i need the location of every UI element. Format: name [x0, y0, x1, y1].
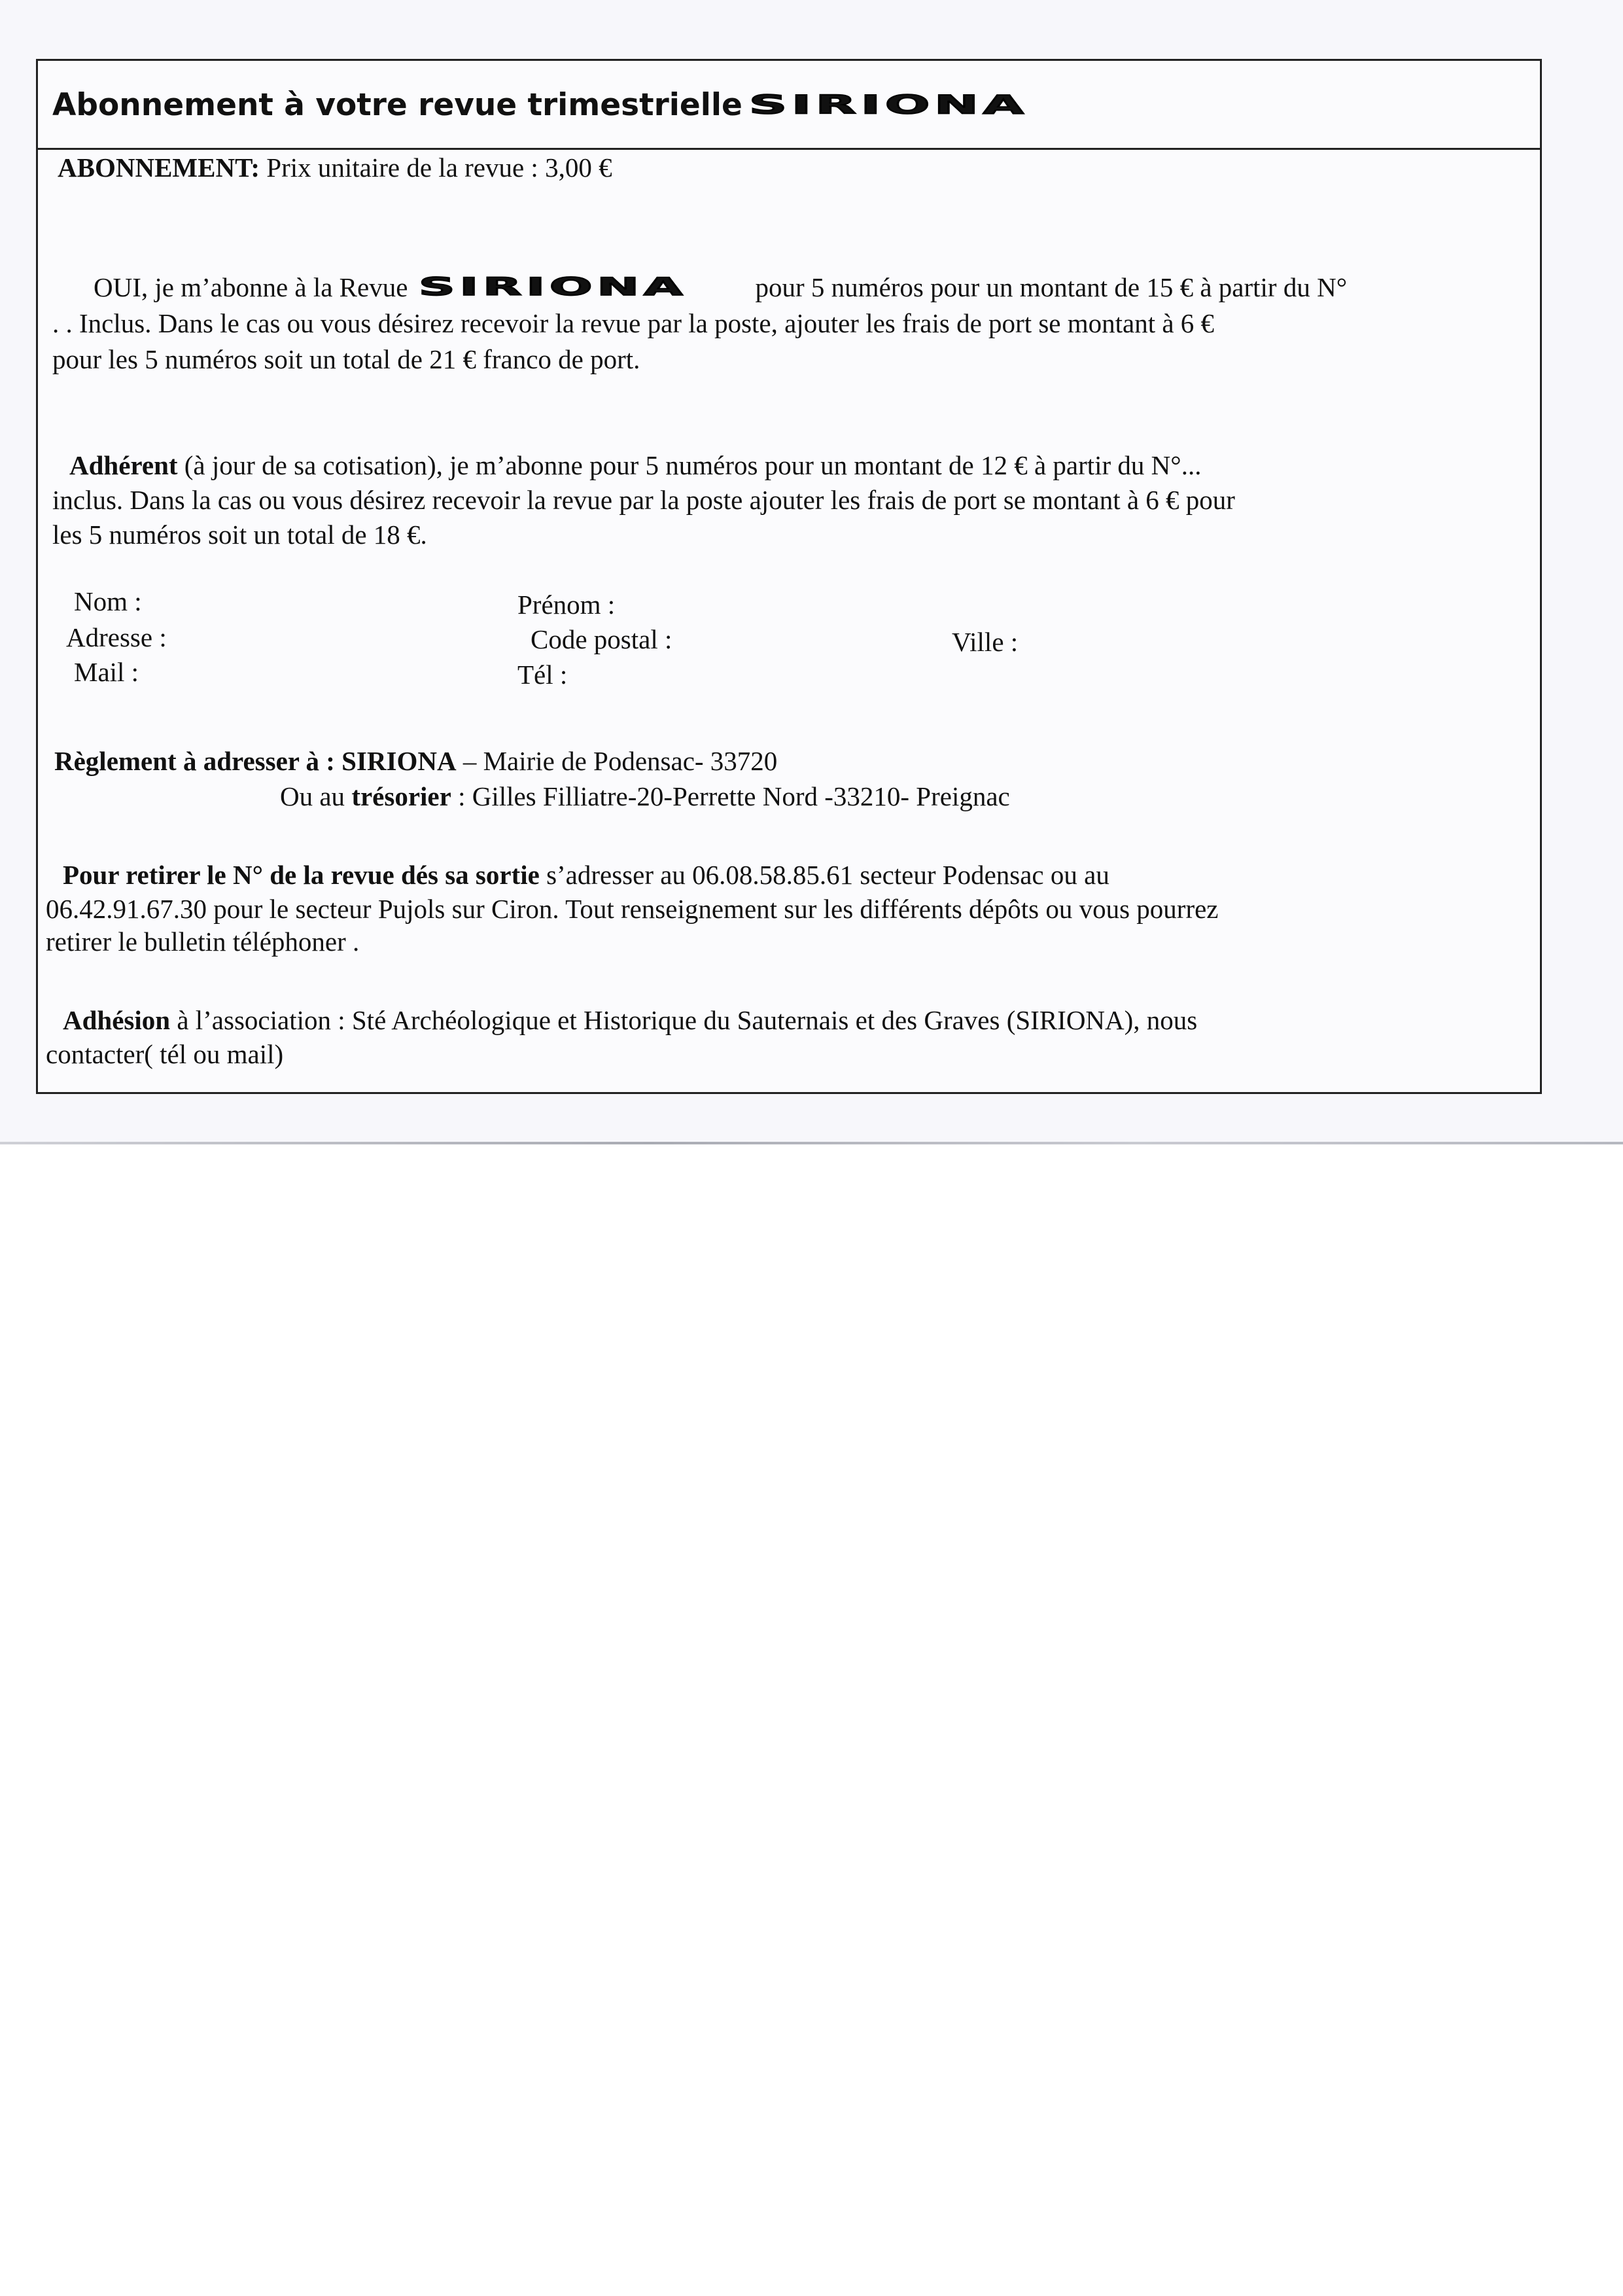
field-code-postal: Code postal :: [531, 624, 672, 654]
field-prenom: Prénom :: [517, 590, 616, 620]
tresorier-address: : Gilles Filliatre-20-Perrette Nord -33210- Preignac: [451, 781, 1010, 811]
subscription-form: [36, 59, 1542, 1094]
adherent-line-1: [69, 448, 1201, 482]
adherent-label: Adhérent: [69, 450, 178, 480]
retirer-line-1: [63, 858, 1109, 892]
oui-text-post: pour 5 numéros pour un montant de 15 € à partir du N°: [755, 272, 1348, 302]
oui-text-pre: OUI, je m’abonne à la Revue: [94, 272, 408, 302]
oui-line-2: . . Inclus. Dans le cas ou vous désirez recevoir la revue par la poste, ajouter les frais de port se montant à 6 €: [52, 308, 1215, 338]
reglement-address: – Mairie de Podensac- 33720: [456, 746, 778, 776]
reglement-line: [54, 744, 777, 778]
field-adresse: Adresse :: [66, 622, 167, 652]
field-nom: Nom :: [74, 586, 142, 616]
field-tel: Tél :: [517, 660, 568, 690]
adhesion-line-2: contacter( tél ou mail): [46, 1039, 284, 1069]
abonnement-line: [58, 150, 612, 185]
siriona-logo-inline: SIRIONA: [418, 272, 688, 302]
scan-page-edge: [0, 1142, 1623, 1144]
tresorier-pre: Ou au: [280, 781, 352, 811]
adhesion-line-1: [63, 1003, 1197, 1037]
oui-line-3: pour les 5 numéros soit un total de 21 € franco de port.: [52, 344, 640, 374]
adhesion-text-1: à l’association : Sté Archéologique et Historique du Sauternais et des Graves (SIRIONA), nous: [170, 1005, 1198, 1035]
form-title-text: Abonnement à votre revue trimestrielle: [52, 87, 742, 123]
abonnement-label: ABONNEMENT:: [58, 152, 260, 183]
retirer-line-2: 06.42.91.67.30 pour le secteur Pujols sur Ciron. Tout renseignement sur les différents dépôts ou vous pourrez: [46, 894, 1219, 924]
adherent-text-1: (à jour de sa cotisation), je m’abonne pour 5 numéros pour un montant de 12 € à partir du N°...: [177, 450, 1202, 480]
adhesion-label: Adhésion: [63, 1005, 171, 1035]
abonnement-price: Prix unitaire de la revue : 3,00 €: [260, 152, 612, 183]
form-title: [52, 87, 1028, 123]
adherent-line-2: inclus. Dans la cas ou vous désirez recevoir la revue par la poste ajouter les frais de port se montant à 6 € pour: [52, 485, 1235, 515]
adherent-line-3: les 5 numéros soit un total de 18 €.: [52, 520, 427, 550]
oui-line-1: [94, 270, 1347, 304]
reglement-label: Règlement à adresser à : SIRIONA: [54, 746, 457, 776]
field-ville: Ville :: [952, 627, 1019, 657]
tresorier-line: [280, 779, 1010, 813]
retirer-line-3: retirer le bulletin téléphoner .: [46, 927, 360, 957]
retirer-text-1: s’adresser au 06.08.58.85.61 secteur Podensac ou au: [539, 860, 1109, 890]
siriona-logo: SIRIONA: [748, 90, 1028, 120]
retirer-label: Pour retirer le N° de la revue dés sa sortie: [63, 860, 540, 890]
field-mail: Mail :: [74, 657, 139, 687]
form-header: [38, 61, 1540, 150]
tresorier-label: trésorier: [351, 781, 451, 811]
